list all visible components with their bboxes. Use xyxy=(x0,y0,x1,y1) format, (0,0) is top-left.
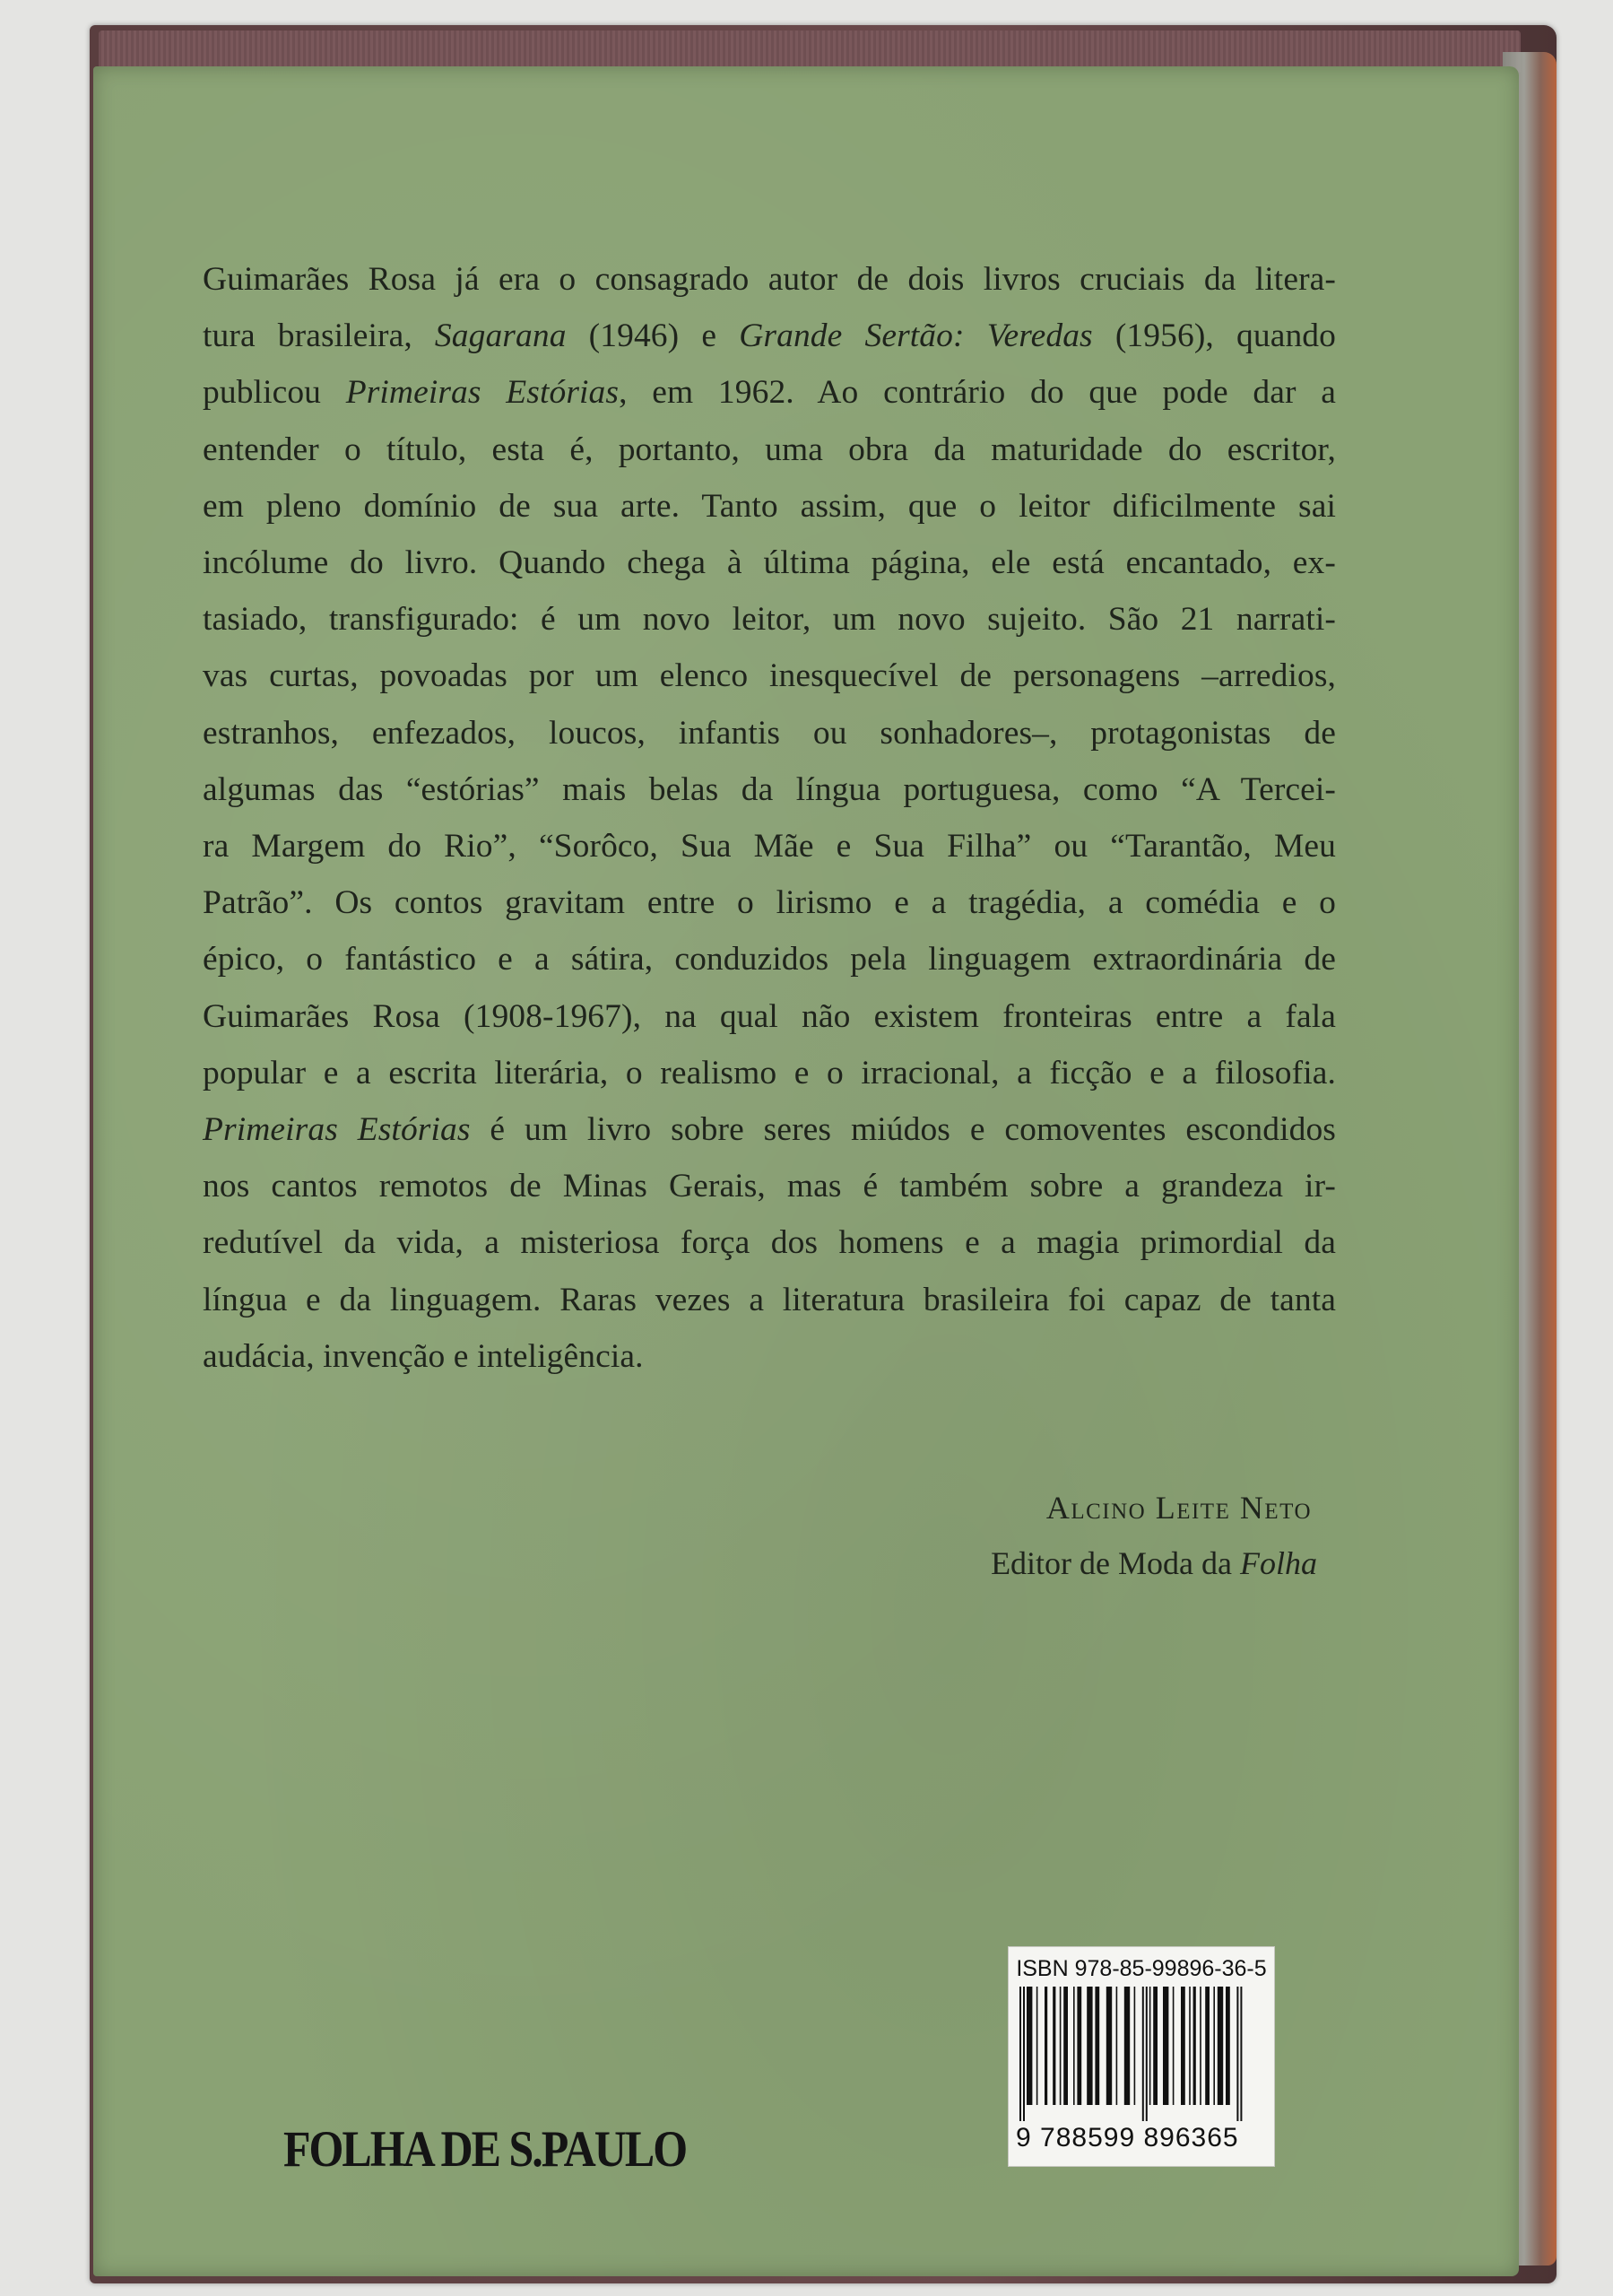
blurb-line: audácia, invenção e inteligência. xyxy=(203,1337,644,1375)
back-cover-blurb xyxy=(203,251,1336,1385)
barcode-bar xyxy=(1027,1987,1032,2105)
barcode-bar xyxy=(1063,1987,1068,2105)
blurb-line: épico, o fantástico e a sátira, conduzidos pela linguagem extraordinária de xyxy=(203,941,1336,978)
barcode-bar xyxy=(1073,1987,1075,2105)
blurb-line: em pleno domínio de sua arte. Tanto assim, que o leitor dificilmente sai xyxy=(203,487,1336,525)
book-title: Grande Sertão: Veredas xyxy=(739,317,1093,355)
isbn-barcode xyxy=(1008,1946,1275,2167)
barcode-bar xyxy=(1226,1987,1230,2105)
barcode-bar xyxy=(1036,1987,1038,2105)
barcode-guard-bar xyxy=(1236,1987,1238,2121)
barcode-bar xyxy=(1053,1987,1055,2105)
barcode-bar xyxy=(1149,1987,1151,2105)
barcode-guard-bar xyxy=(1146,1987,1148,2121)
book-title: Primeiras Estórias xyxy=(345,374,620,412)
blurb-line: Guimarães Rosa já era o consagrado autor de dois livros cruciais da litera- xyxy=(203,261,1336,298)
blurb-line: tasiado, transfigurado: é um novo leitor, um novo sujeito. São 21 narrati- xyxy=(203,601,1336,639)
barcode-bar xyxy=(1193,1987,1196,2105)
barcode-bar xyxy=(1134,1987,1136,2105)
barcode-digits: 9 788599 896365 xyxy=(1016,2123,1239,2152)
isbn-label: ISBN 978-85-99896-36-5 xyxy=(1016,1956,1267,1981)
barcode-bar xyxy=(1173,1987,1175,2105)
barcode-bar xyxy=(1218,1987,1223,2105)
blurb-line: Primeiras Estórias é um livro sobre seres miúdos e comoventes escondidos xyxy=(203,1111,1336,1149)
barcode-bar xyxy=(1181,1987,1185,2105)
barcode-bar xyxy=(1077,1987,1081,2105)
barcode-bar xyxy=(1213,1987,1215,2105)
author-role-prefix: Editor de Moda da xyxy=(991,1545,1240,1581)
blurb-line: Patrão”. Os contos gravitam entre o lirismo e a tragédia, a comédia e o xyxy=(203,884,1336,922)
author-role-publication: Folha xyxy=(1240,1545,1317,1581)
blurb-line: vas curtas, povoadas por um elenco inesquecível de personagens –arredios, xyxy=(203,657,1336,695)
book-title: Sagarana xyxy=(434,317,567,355)
blurb-line: ra Margem do Rio”, “Sorôco, Sua Mãe e Sua Filha” ou “Tarantão, Meu xyxy=(203,828,1336,865)
barcode-bars xyxy=(1016,1987,1267,2121)
barcode-bar xyxy=(1060,1987,1062,2105)
barcode-bar xyxy=(1095,1987,1099,2105)
blurb-author-role xyxy=(991,1544,1317,1582)
barcode-guard-bar xyxy=(1023,1987,1025,2121)
barcode-bar xyxy=(1124,1987,1130,2105)
blurb-line: publicou Primeiras Estórias, em 1962. Ao contrário do que pode dar a xyxy=(203,374,1336,412)
barcode-bar xyxy=(1205,1987,1210,2105)
blurb-line: entender o título, esta é, portanto, uma obra da maturidade do escritor, xyxy=(203,430,1336,468)
barcode-bar xyxy=(1045,1987,1047,2105)
publisher-logo: FOLHA DE S.PAULO xyxy=(283,2119,687,2178)
barcode-bar xyxy=(1106,1987,1112,2105)
barcode-guard-bar xyxy=(1240,1987,1242,2121)
barcode-guard-bar xyxy=(1142,1987,1144,2121)
blurb-line: tura brasileira, Sagarana (1946) e Grande Sertão: Veredas (1956), quando xyxy=(203,317,1336,355)
blurb-line: nos cantos remotos de Minas Gerais, mas é também sobre a grandeza ir- xyxy=(203,1168,1336,1205)
blurb-author: Alcino Leite Neto xyxy=(1045,1490,1312,1526)
book-title: Primeiras Estórias xyxy=(203,1111,471,1149)
barcode-bar xyxy=(1087,1987,1092,2105)
barcode-guard-bar xyxy=(1019,1987,1021,2121)
blurb-line: Guimarães Rosa (1908-1967), na qual não existem fronteiras entre a fala xyxy=(203,997,1336,1035)
blurb-line: estranhos, enfezados, loucos, infantis ou sonhadores–, protagonistas de xyxy=(203,714,1336,752)
blurb-line: língua e da linguagem. Raras vezes a literatura brasileira foi capaz de tanta xyxy=(203,1281,1336,1318)
barcode-bar xyxy=(1189,1987,1191,2105)
blurb-line: algumas das “estórias” mais belas da língua portuguesa, como “A Tercei- xyxy=(203,770,1336,808)
barcode-bar xyxy=(1163,1987,1168,2105)
barcode-bar xyxy=(1153,1987,1158,2105)
blurb-line: popular e a escrita literária, o realismo e o irracional, a ficção e a filosofia. xyxy=(203,1054,1336,1091)
blurb-line: incólume do livro. Quando chega à última página, ele está encantado, ex- xyxy=(203,544,1336,582)
barcode-bar xyxy=(1200,1987,1201,2105)
barcode-bar xyxy=(1116,1987,1118,2105)
blurb-line: redutível da vida, a misteriosa força dos homens e a magia primordial da xyxy=(203,1224,1336,1262)
